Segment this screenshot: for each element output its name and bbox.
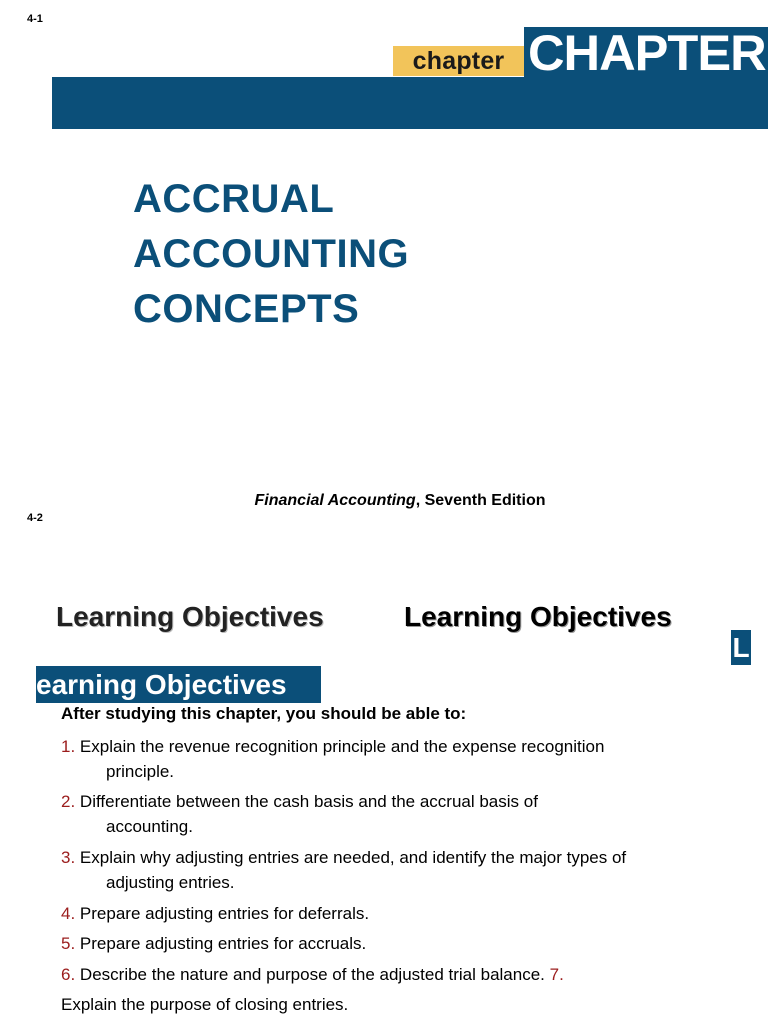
heading-letter-box: L xyxy=(732,632,750,663)
objective-item xyxy=(61,962,721,987)
objectives-heading-bold: Learning Objectives xyxy=(404,601,672,632)
objective-text: Describe the nature and purpose of the adjusted trial balance. xyxy=(79,965,545,984)
objective-number: 5. xyxy=(61,934,76,953)
heading-highlight-box: earning Objectives xyxy=(36,666,321,703)
objective-text: Prepare adjusting entries for deferrals. xyxy=(79,904,370,923)
title-line: ACCRUAL xyxy=(133,177,335,221)
book-edition: , Seventh Edition xyxy=(415,492,546,509)
slide-number: 4-2 xyxy=(27,512,43,524)
objective-text: Explain the revenue recognition principle and the expense recognition xyxy=(79,737,605,756)
objective-item xyxy=(61,789,721,839)
objective-text: Prepare adjusting entries for accruals. xyxy=(79,934,367,953)
chapter-label-small: chapter xyxy=(393,46,524,76)
objective-number: 7. xyxy=(549,965,564,984)
objective-item xyxy=(61,845,721,895)
objective-number: 2. xyxy=(61,792,76,811)
objective-number: 4. xyxy=(61,904,76,923)
objective-item xyxy=(61,992,721,1017)
book-subtitle xyxy=(0,492,768,510)
objective-text-cont: principle. xyxy=(106,762,175,781)
chapter-label-big: CHAPTER xyxy=(524,27,768,77)
objective-text-cont: accounting. xyxy=(106,817,193,836)
title-line: CONCEPTS xyxy=(133,287,360,331)
objective-text-cont: adjusting entries. xyxy=(106,873,235,892)
objective-number: 6. xyxy=(61,965,76,984)
objective-number: 1. xyxy=(61,737,76,756)
objective-item xyxy=(61,931,721,956)
objective-item xyxy=(61,734,721,784)
objective-text: Differentiate between the cash basis and the accrual basis of xyxy=(79,792,538,811)
objective-text: Explain why adjusting entries are needed, and identify the major types of xyxy=(79,848,627,867)
objective-item xyxy=(61,901,721,926)
objective-number: 3. xyxy=(61,848,76,867)
title-line: ACCOUNTING xyxy=(133,232,410,276)
slide-number: 4-1 xyxy=(27,13,43,25)
header-bar xyxy=(52,77,768,129)
book-title: Financial Accounting xyxy=(254,492,416,509)
objectives-intro: After studying this chapter, you should be able to: xyxy=(61,704,467,723)
objectives-heading: Learning Objectives xyxy=(56,601,324,632)
objective-text: Explain the purpose of closing entries. xyxy=(61,995,349,1014)
